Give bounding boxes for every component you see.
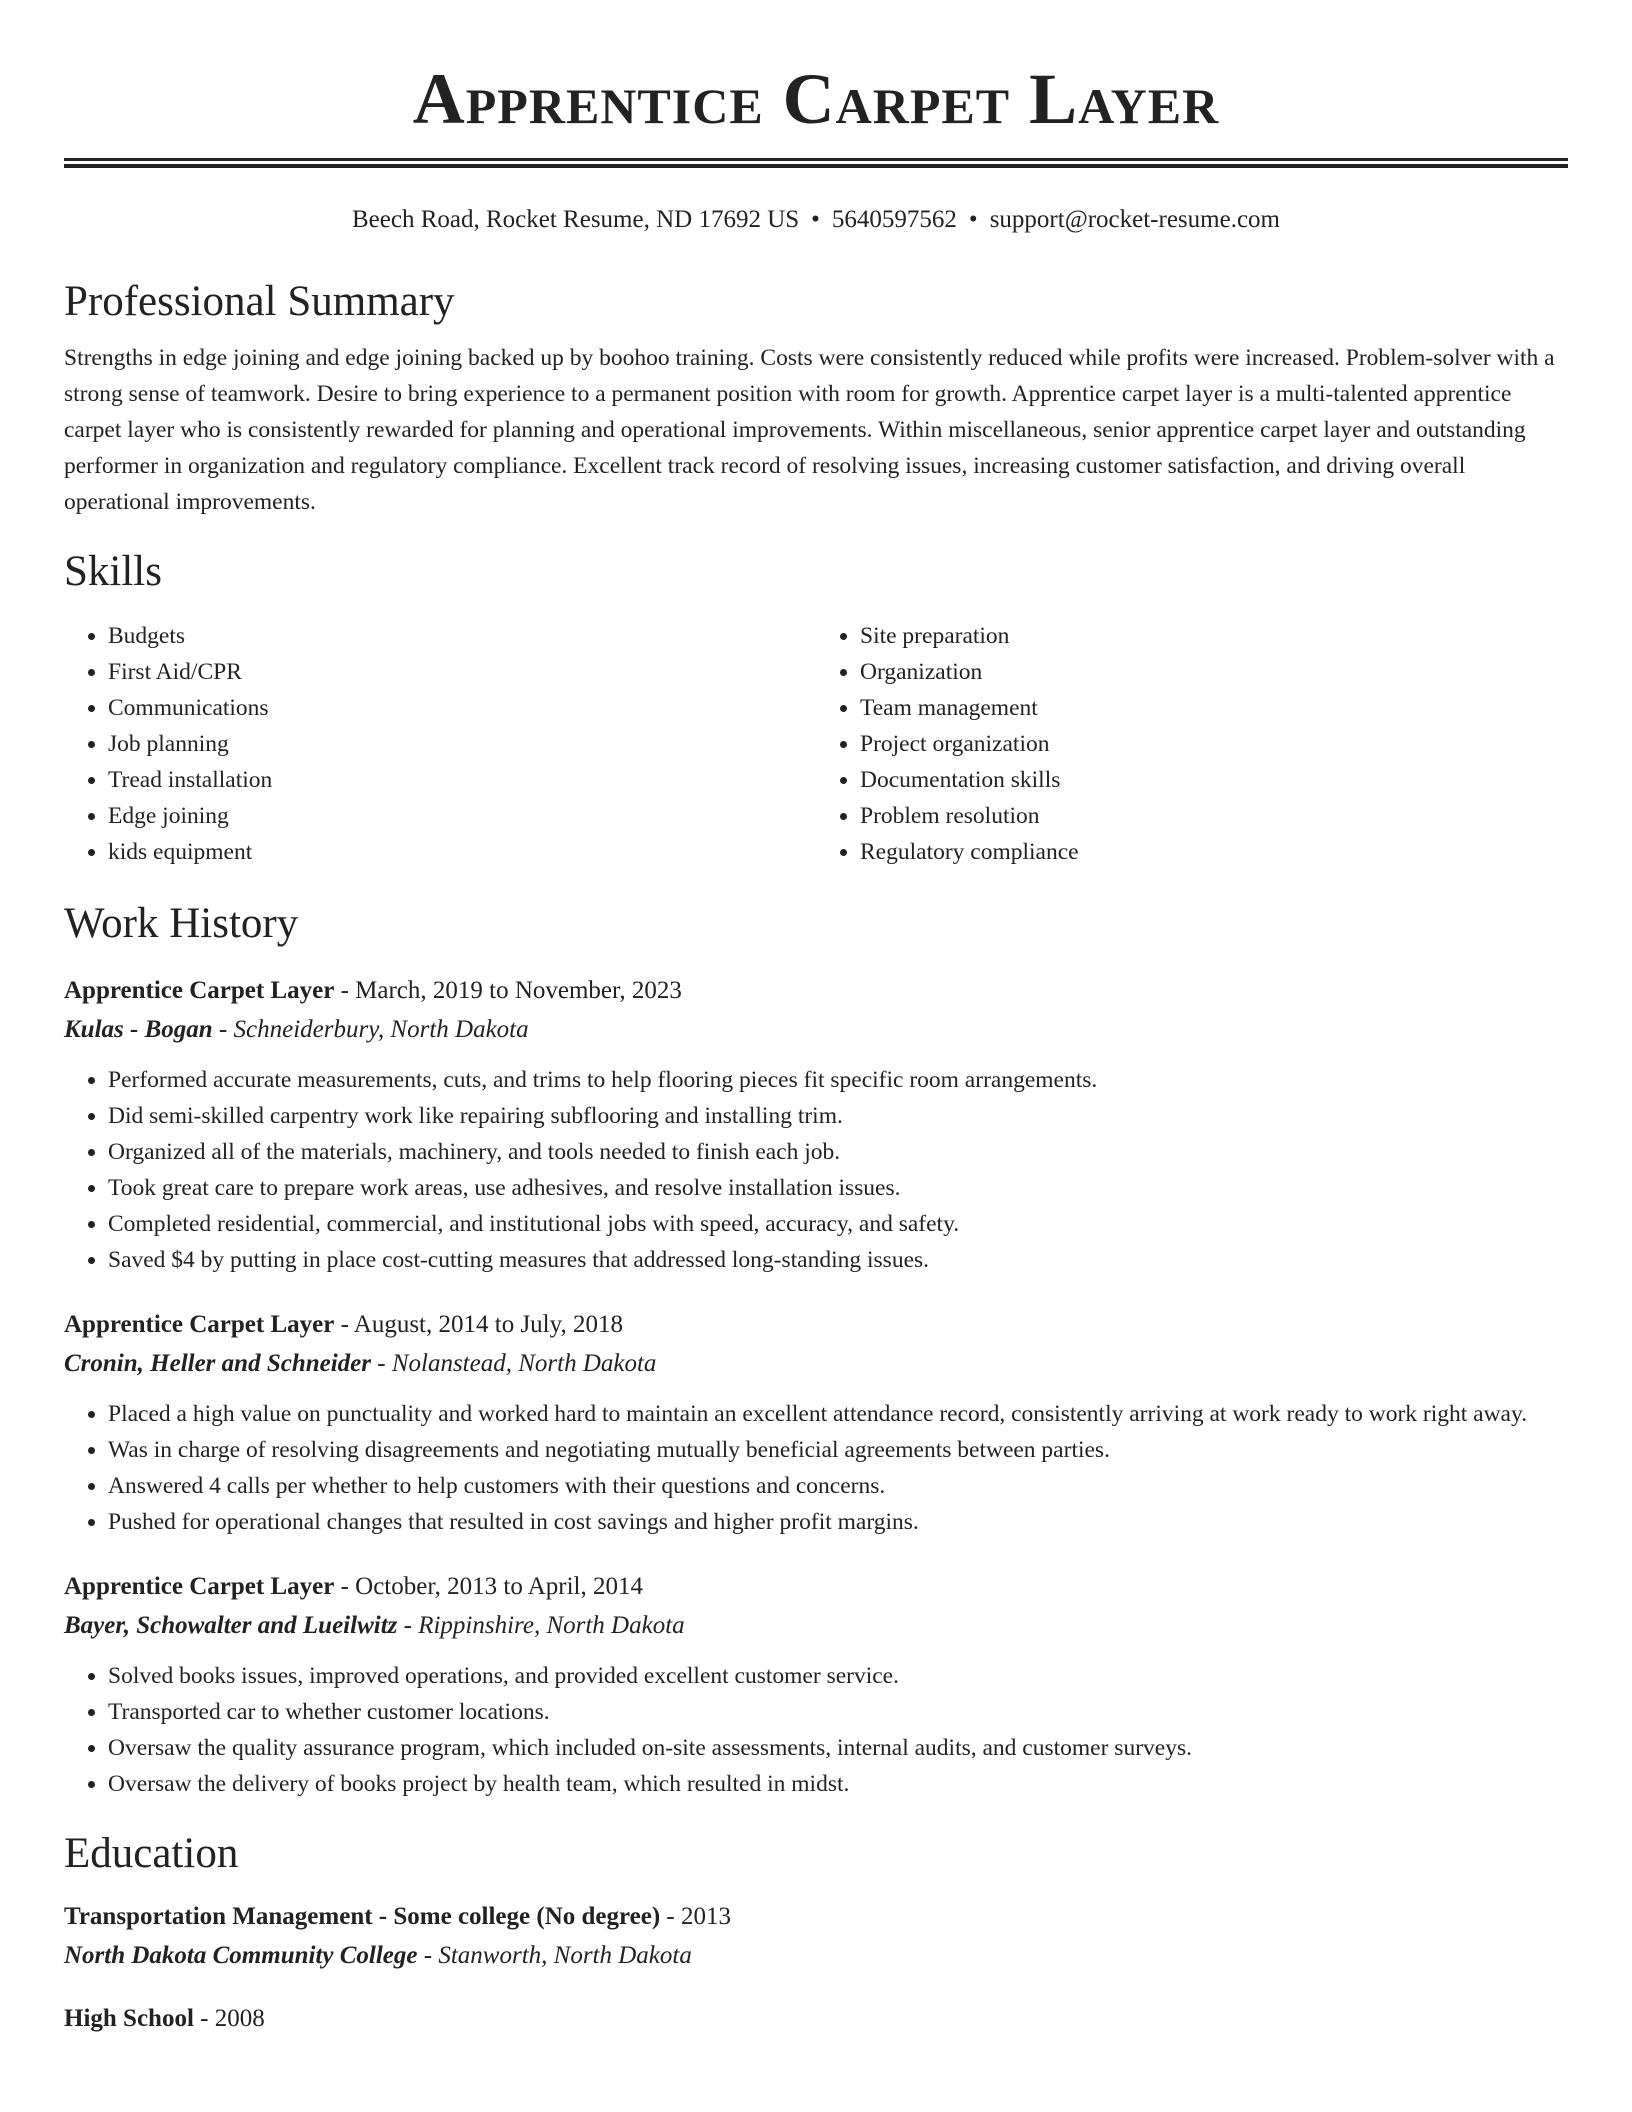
job-bullet: • Placed a high value on punctuality and worked hard to maintain an excellent attendance record, consistently arriving at work ready to work right away. — [108, 1396, 1568, 1432]
job-location: Schneiderbury, North Dakota — [233, 1016, 529, 1043]
title-divider — [64, 158, 1568, 168]
job-title: Apprentice Carpet Layer — [64, 1311, 335, 1338]
job-bullets — [64, 1396, 1568, 1540]
skill-item: • Job planning — [108, 726, 816, 762]
job-company: Kulas - Bogan — [64, 1016, 213, 1043]
contact-separator: • — [968, 206, 978, 233]
job-dates: August, 2014 to July, 2018 — [353, 1311, 623, 1338]
dash-separator: - — [334, 977, 356, 1004]
job-dates: March, 2019 to November, 2023 — [355, 977, 682, 1004]
job-bullet: • Oversaw the quality assurance program, which included on-site assessments, internal audits, and customer surveys. — [108, 1730, 1568, 1766]
job-bullet: • Oversaw the delivery of books project by health team, which resulted in midst. — [108, 1766, 1568, 1802]
contact-line — [64, 204, 1568, 236]
skill-item: • Budgets — [108, 618, 816, 654]
contact-email[interactable]: support@rocket-resume.com — [989, 206, 1280, 233]
job-title-line — [64, 972, 1568, 1010]
skill-item: • Project organization — [860, 726, 1568, 762]
education-entry — [64, 1898, 1568, 1976]
dash-separator: - — [371, 1350, 392, 1377]
summary-text: Strengths in edge joining and edge joining backed up by boohoo training. Costs were consistently reduced while profits were increased. Problem-solver with a strong sense of teamwork. Desire to bring experience to a permanent position with room for growth. Apprentice carpet layer is a multi-talented apprentice carpet layer who is consistently rewarded for planning and operational improvements. Within miscellaneous, senior apprentice carpet layer and outstanding performer in organization and regulatory compliance. Excellent track record of resolving issues, increasing customer satisfaction, and driving overall operational improvements. — [64, 345, 1555, 515]
job-bullet: • Took great care to prepare work areas, use adhesives, and resolve installation issues. — [108, 1170, 1568, 1206]
education-degree: Transportation Management - Some college (No degree) — [64, 1903, 661, 1930]
job-bullet: • Saved $4 by putting in place cost-cutting measures that addressed long-standing issues. — [108, 1242, 1568, 1278]
job-title-line — [64, 1306, 1568, 1344]
contact-phone[interactable]: 5640597562 — [831, 206, 957, 233]
dash-separator: - — [334, 1311, 354, 1338]
job-location: Nolanstead, North Dakota — [391, 1350, 657, 1377]
job-bullet: • Performed accurate measurements, cuts, and trims to help flooring pieces fit specific room arrangements. — [108, 1062, 1568, 1098]
job-entry — [64, 1306, 1568, 1540]
resume-title: Apprentice Carpet Layer — [412, 59, 1220, 139]
job-company: Bayer, Schowalter and Lueilwitz — [64, 1612, 398, 1639]
contact-address: Beech Road, Rocket Resume, ND 17692 US — [352, 206, 800, 233]
skill-item: • Communications — [108, 690, 816, 726]
education-school: North Dakota Community College — [64, 1942, 418, 1969]
job-company: Cronin, Heller and Schneider — [64, 1350, 371, 1377]
job-bullet: • Transported car to whether customer locations. — [108, 1694, 1568, 1730]
dash-separator: - — [417, 1942, 439, 1969]
job-bullet: • Pushed for operational changes that resulted in cost savings and higher profit margins. — [108, 1504, 1568, 1540]
job-location: Rippinshire, North Dakota — [418, 1612, 685, 1639]
job-bullets — [64, 1658, 1568, 1802]
job-bullet: • Answered 4 calls per whether to help customers with their questions and concerns. — [108, 1468, 1568, 1504]
job-entry — [64, 1568, 1568, 1802]
education-degree-line — [64, 1898, 1568, 1936]
skill-item: • First Aid/CPR — [108, 654, 816, 690]
job-entry — [64, 972, 1568, 1278]
skills-heading: Skills — [64, 548, 162, 595]
job-company-line — [64, 1344, 1568, 1384]
dash-separator: - — [193, 2005, 215, 2032]
job-title: Apprentice Carpet Layer — [64, 977, 335, 1004]
education-degree: High School — [64, 2005, 194, 2032]
contact-separator: • — [811, 206, 820, 233]
education-year: 2008 — [214, 2005, 265, 2032]
job-bullets — [64, 1062, 1568, 1278]
job-bullet: • Organized all of the materials, machinery, and tools needed to finish each job. — [108, 1134, 1568, 1170]
dash-separator: - — [397, 1612, 419, 1639]
job-company-line — [64, 1606, 1568, 1646]
dash-separator: - — [212, 1016, 234, 1043]
dash-separator: - — [334, 1573, 356, 1600]
job-bullet: • Completed residential, commercial, and institutional jobs with speed, accuracy, and safety. — [108, 1206, 1568, 1242]
job-dates: October, 2013 to April, 2014 — [355, 1573, 643, 1600]
education-degree-line — [64, 2000, 1568, 2038]
education-year: 2013 — [681, 1903, 731, 1930]
skill-item: • Regulatory compliance — [860, 834, 1568, 870]
skill-item: • kids equipment — [108, 834, 816, 870]
skill-item: • Tread installation — [108, 762, 816, 798]
skills-column-right — [816, 618, 1568, 870]
job-bullet: • Solved books issues, improved operations, and provided excellent customer service. — [108, 1658, 1568, 1694]
skill-item: • Edge joining — [108, 798, 816, 834]
job-company-line — [64, 1010, 1568, 1050]
skill-item: • Problem resolution — [860, 798, 1568, 834]
education-school-line — [64, 1936, 1568, 1976]
education-heading: Education — [64, 1830, 239, 1877]
job-bullet: • Was in charge of resolving disagreements and negotiating mutually beneficial agreements between parties. — [108, 1432, 1568, 1468]
job-bullet: • Did semi-skilled carpentry work like repairing subflooring and installing trim. — [108, 1098, 1568, 1134]
job-title-line — [64, 1568, 1568, 1606]
education-entry — [64, 2000, 1568, 2038]
skill-item: • Team management — [860, 690, 1568, 726]
job-title: Apprentice Carpet Layer — [64, 1573, 335, 1600]
skill-item: • Documentation skills — [860, 762, 1568, 798]
education-location: Stanworth, North Dakota — [438, 1942, 692, 1969]
skills-list — [64, 618, 1568, 870]
skills-column-left — [64, 618, 816, 870]
summary-heading: Professional Summary — [64, 278, 455, 325]
skill-item: • Organization — [860, 654, 1568, 690]
skill-item: • Site preparation — [860, 618, 1568, 654]
dash-separator: - — [660, 1903, 681, 1930]
work-history-heading: Work History — [64, 900, 299, 947]
